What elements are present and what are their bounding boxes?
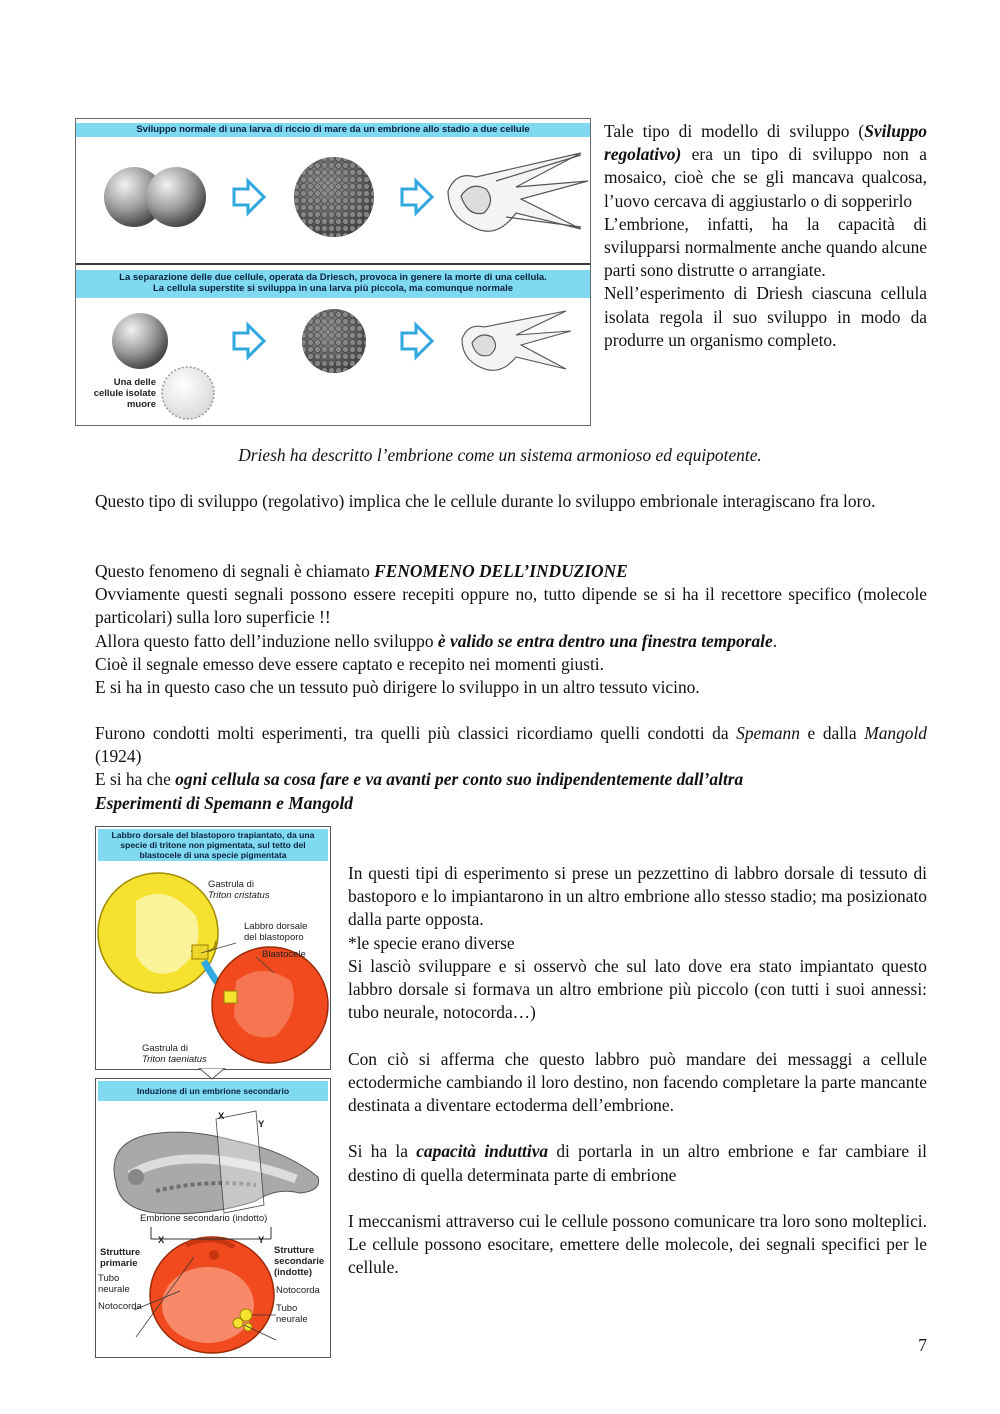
pluteus-larva (448, 153, 588, 231)
paragraph-induzione: Questo fenomeno di segnali è chiamato FENOMENO DELL’INDUZIONE Ovviamente questi segnali possono essere recepiti oppure no, tutto dipende se si ha il recettore specifico (molecole particolari) sulla loro superficie !! Allora questo fatto dell’induzione nello sviluppo è valido se entra dentro una finestra temporale. Cioè il segnale emesso deve essere captato e recepito nei momenti giusti. E si ha in questo caso che un tessuto può dirigere lo sviluppo in un altro tessuto vicino. (95, 561, 927, 698)
arrow-icon (402, 325, 432, 357)
small-pluteus-larva (462, 311, 571, 370)
figure-band-normal: Sviluppo normale di una larva di riccio di mare da un embrione allo stadio a due cellule (76, 123, 590, 137)
tubo-neurale-secondario-label: Tubo neurale (276, 1303, 308, 1325)
dead-cell (162, 367, 214, 419)
tailbud-embryo (114, 1132, 319, 1214)
tubo-neurale-primario-label: Tubo neurale (98, 1273, 130, 1295)
figure-band-separation: La separazione delle due cellule, operata da Driesch, provoca in genere la morte di una cellula. La cellula superstite si sviluppa in una larva più piccola, ma comunque normale (76, 270, 590, 298)
label-y-top: Y (258, 1119, 265, 1130)
embrione-secondario-label: Embrione secondario (indotto) (140, 1213, 268, 1224)
cross-section (150, 1237, 274, 1353)
label-y-section: Y (258, 1235, 265, 1246)
spemann-explanation-text: In questi tipi di esperimento si prese un pezzettino di labbro dorsale di tessuto di bastoporo e lo impiantarono in un altro embrione allo stesso stadio; ma posizionato dalla parte opposta. *le specie erano diverse Si lasciò sviluppare e si osservò che sul lato dove era stato impiantato questo labbro dorsale si formava un altro embrione più piccolo (con tutti i suoi annessi: tubo neurale, notocorda…) Con ciò si afferma che questo labbro può mandare dei messaggi a cellule ectodermiche cambiando il loro destino, non facendo completare la parte mancante destinata a diventare ectoderma dell’embrione. Si ha la capacità induttiva di portarla in un altro embrione e far cambiare il destino di quella determinata parte di embrione I meccanismi attraverso cui le cellule possono comunicare tra loro sono molteplici. Le cellule possono esocitare, emettere delle molecole, dei segnali specifici per le cellule. (348, 863, 927, 1278)
small-blastula (302, 309, 366, 373)
strutture-secondarie-label: Strutture secondarie (indotte) (274, 1245, 325, 1278)
spemann-figure (95, 826, 331, 1358)
gastrula-taeniatus-label: Gastrula di Triton taeniatus (142, 1043, 207, 1065)
paragraph-spemann: Furono condotti molti esperimenti, tra quelli più classici ricordiamo quelli condotti da Spemann e dalla Mangold (1924) E si ha che ogni cellula sa cosa fare e va avanti per conto suo indipendentemente dall’altra Esperimenti di Spemann e Mangold (95, 723, 927, 813)
section-plane (216, 1111, 264, 1213)
labbro-dorsale-label: Labbro dorsale del blastoporo (244, 921, 308, 943)
figure-band-transplant: Labbro dorsale del blastoporo trapiantato, da una specie di tritone non pigmentata, sul tetto del blastocele di una specie pigmentata (98, 829, 328, 861)
normal-development-illustration (76, 141, 590, 281)
red-gastrula (212, 947, 328, 1063)
cell-right (146, 167, 206, 227)
gastrula-cristatus-label: Gastrula di Triton cristatus (208, 879, 270, 901)
arrow-icon (402, 181, 432, 213)
yellow-gastrula (98, 873, 218, 993)
paragraph-regolativo: Questo tipo di sviluppo (regolativo) implica che le cellule durante lo sviluppo embrionale interagiscano fra loro. (95, 491, 876, 511)
arrow-icon (234, 181, 264, 213)
label-x-section: X (158, 1235, 165, 1246)
notocorda-primaria-label: Notocorda (98, 1301, 142, 1312)
blastula (294, 157, 374, 237)
driesh-caption: Driesh ha descritto l’embrione come un sistema armonioso ed equipotente. (238, 445, 762, 465)
surviving-cell (112, 313, 168, 369)
page-number: 7 (918, 1335, 927, 1355)
figure-band-induzione: Induzione di un embrione secondario (98, 1081, 328, 1101)
dead-cell-label: Una delle cellule isolate muore (93, 377, 156, 410)
notocorda-secondaria-label: Notocorda (276, 1285, 320, 1296)
arrow-icon (234, 325, 264, 357)
sviluppo-regolativo-text: Tale tipo di modello di sviluppo (Sviluppo regolativo) era un tipo di sviluppo non a mosaico, cioè che se gli mancava qualcosa, l’uovo cercava di aggiustarlo o di sopperirlo L’embrione, infatti, ha la capacità di svilupparsi normalmente anche quando alcune parti sono distrutte o arrangiate. Nell’esperimento di Driesh ciascuna cellula isolata regola il suo sviluppo in modo da produrre un organismo completo. (604, 121, 927, 350)
driesch-figure (75, 118, 591, 426)
strutture-primarie-label: Strutture primarie (100, 1247, 141, 1269)
blastocele-label: Blastocele (262, 949, 306, 960)
label-x-top: X (218, 1111, 225, 1122)
